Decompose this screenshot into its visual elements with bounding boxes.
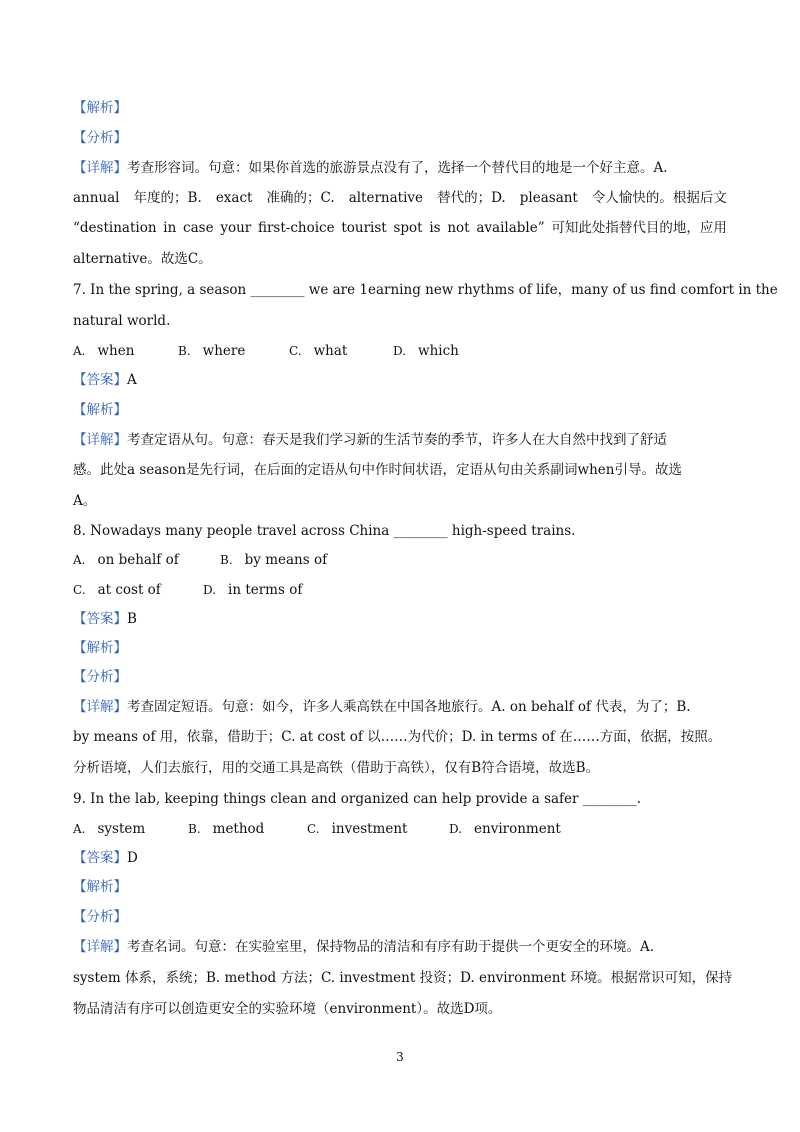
analysis-tag: 【解析】	[73, 879, 127, 895]
q9-answer: 【答案】D	[73, 850, 138, 866]
breakdown-tag: 【分析】	[73, 909, 127, 925]
analysis-tag: 【解析】	[73, 402, 127, 418]
q9-stem: 9. In the lab, keeping things clean and organized can help provide a safer ________.	[73, 791, 642, 807]
q7-stem-line-1: 7. In the spring, a season ________ we are 1earning new rhythms of life，many of us find comfort in the	[73, 282, 778, 298]
q7-detail-line-2: 感。此处a season是先行词，在后面的定语从句中作时间状语，定语从句由关系副词when引导。故选	[73, 462, 682, 478]
q6-detail-line-3: “destination in case your first-choice tourist spot is not available” 可知此处指替代目的地，应用	[73, 220, 727, 236]
q7-detail-line-1: 【详解】考查定语从句。句意：春天是我们学习新的生活节奏的季节，许多人在大自然中找到了舒适	[73, 432, 667, 448]
answer-tag: 【答案】	[73, 850, 127, 866]
answer-tag: 【答案】	[73, 611, 127, 627]
answer-tag: 【答案】	[73, 372, 127, 388]
q9-detail-line-2: system 体系，系统；B. method 方法；C. investment 投资；D. environment 环境。根据常识可知，保持	[73, 970, 733, 986]
q9-detail-line-1: 【详解】考查名词。句意：在实验室里，保持物品的清洁和有序有助于提供一个更安全的环境。A.	[73, 939, 655, 955]
analysis-tag: 【解析】	[73, 100, 127, 116]
q8-option-a: A. on behalf of	[73, 552, 179, 568]
q9-option-a: A. system	[73, 821, 146, 837]
q9-option-c: C. investment	[307, 821, 408, 837]
detail-tag: 【详解】	[73, 699, 127, 715]
q8-option-b: B. by means of	[220, 552, 328, 568]
q8-stem: 8. Nowadays many people travel across China ________ high-speed trains.	[73, 523, 576, 539]
q7-answer: 【答案】A	[73, 372, 137, 388]
q9-option-b: B. method	[188, 821, 265, 837]
q7-option-d: D. which	[393, 343, 459, 359]
detail-tag: 【详解】	[73, 432, 127, 448]
q6-detail-line-1: 【详解】考查形容词。句意：如果你首选的旅游景点没有了，选择一个替代目的地是一个好主意。A.	[73, 160, 668, 176]
q8-answer: 【答案】B	[73, 611, 137, 627]
q8-detail-line-1: 【详解】考查固定短语。句意：如今，许多人乘高铁在中国各地旅行。A. on behalf of 代表，为了；B.	[73, 699, 691, 715]
q9-option-d: D. environment	[449, 821, 561, 837]
q8-detail-line-3: 分析语境，人们去旅行，用的交通工具是高铁（借助于高铁），仅有B符合语境，故选B。	[73, 760, 600, 776]
q6-detail-line-4: alternative。故选C。	[73, 251, 212, 267]
q7-option-c: C. what	[289, 343, 348, 359]
q8-detail-line-2: by means of 用，依靠，借助于；C. at cost of 以……为代价；D. in terms of 在……方面，依据，按照。	[73, 729, 722, 745]
q8-option-d: D. in terms of	[203, 582, 303, 598]
page-number: 3	[396, 1050, 404, 1064]
q7-stem-line-2: natural world.	[73, 313, 171, 329]
breakdown-tag: 【分析】	[73, 669, 127, 685]
detail-tag: 【详解】	[73, 939, 127, 955]
q6-detail-line-2: annual 年度的；B. exact 准确的；C. alternative 替代的；D. pleasant 令人愉快的。根据后文	[73, 190, 727, 206]
breakdown-tag: 【分析】	[73, 130, 127, 146]
q7-option-b: B. where	[178, 343, 246, 359]
q7-detail-line-3: A。	[73, 493, 97, 509]
q9-detail-line-3: 物品清洁有序可以创造更安全的实验环境（environment）。故选D项。	[73, 1001, 502, 1017]
q7-option-a: A. when	[73, 343, 135, 359]
q8-option-c: C. at cost of	[73, 582, 161, 598]
detail-tag: 【详解】	[73, 160, 127, 176]
analysis-tag: 【解析】	[73, 640, 127, 656]
